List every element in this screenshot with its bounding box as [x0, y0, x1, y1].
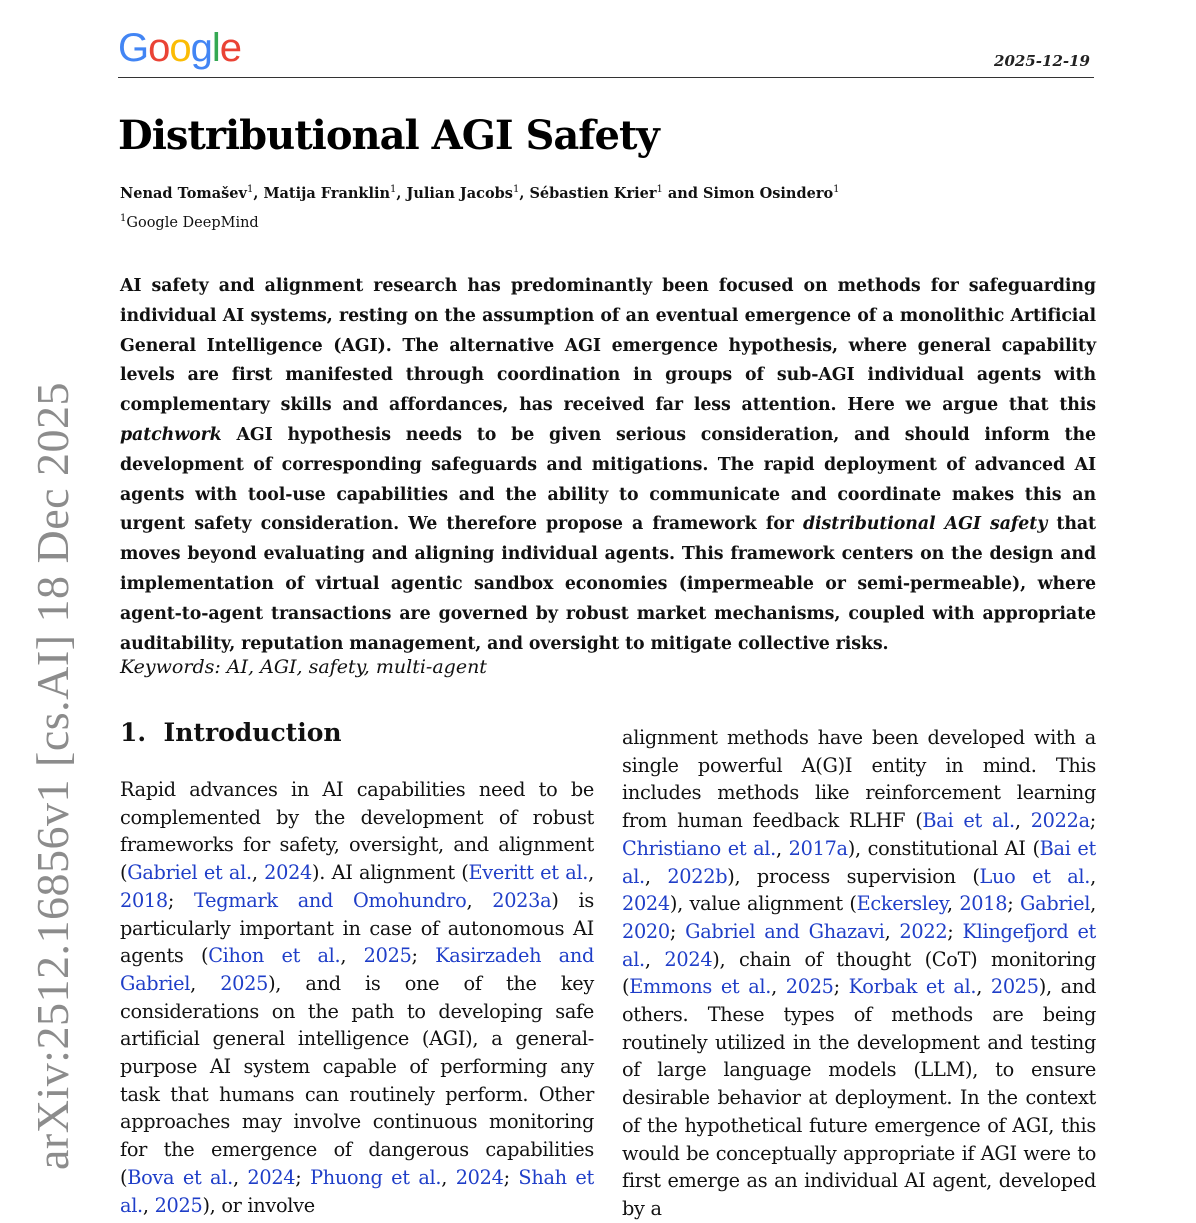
body-text: Rapid advances in AI capabilities need to be complemented by the development of robust frameworks for safety, oversight, and alignment (: [120, 778, 594, 885]
citation-link[interactable]: 2024: [455, 1165, 504, 1189]
body-text: ;: [503, 1165, 519, 1189]
body-text: ), or involve: [202, 1193, 315, 1217]
body-text: ,: [588, 861, 594, 885]
body-text: ), process supervision (: [727, 864, 980, 888]
body-text: alignment methods have been developed with a single powerful A(G)I entity in mind. This includes methods like reinforcement learning from human feedback RLHF (: [622, 726, 1096, 833]
body-text: ,: [1090, 864, 1096, 888]
citation-link[interactable]: Gabriel and Ghazavi: [685, 919, 885, 943]
header-divider: [118, 77, 1094, 78]
citation-link[interactable]: Eckersley: [856, 892, 947, 916]
citation-link[interactable]: 2024: [264, 861, 313, 885]
body-text: ;: [167, 888, 195, 912]
body-text: ,: [976, 975, 991, 999]
body-text: ;: [411, 944, 436, 968]
author-name: Simon Osindero: [703, 184, 834, 202]
author-name: Matija Franklin: [263, 184, 391, 202]
keywords: Keywords: AI, AGI, safety, multi-agent: [120, 656, 487, 678]
citation-link[interactable]: 2023a: [492, 888, 552, 912]
citation-link[interactable]: 2022b: [667, 864, 728, 888]
abstract-emphasis: patchwork: [120, 424, 222, 445]
google-logo: [118, 26, 241, 71]
citation-link[interactable]: 2022: [899, 919, 948, 943]
body-text: ), value alignment (: [669, 892, 857, 916]
citation-link[interactable]: 2022a: [1030, 809, 1090, 833]
body-text: ), and others. These types of methods are being routinely utilized in the development and testing of large language models (LLM), to ensure desirable behavior at deployment. In the context of the hypothetical future emergence of AGI, this would be conceptually appropriate if AGI were to first emerge as an individual AI agent, developed by a: [622, 975, 1096, 1220]
body-text: ), chain of thought (CoT) monitoring (: [622, 947, 1096, 999]
citation-link[interactable]: 2020: [622, 919, 670, 943]
affiliation-name: Google DeepMind: [126, 214, 259, 231]
body-text: ;: [833, 975, 849, 999]
body-text: ,: [142, 1193, 155, 1217]
logo-letter: o: [148, 26, 170, 70]
body-text: ,: [1090, 892, 1096, 916]
author-affiliation-marker: 1: [512, 184, 520, 195]
paper-title: Distributional AGI Safety: [118, 112, 659, 159]
citation-link[interactable]: Christiano et al.: [622, 836, 776, 860]
citation-link[interactable]: Gabriel et al.: [127, 861, 252, 885]
citation-link[interactable]: Cihon et al.: [208, 944, 341, 968]
abstract: [120, 272, 1096, 659]
body-text: ,: [340, 944, 364, 968]
citation-link[interactable]: 2025: [154, 1193, 203, 1217]
body-text: ). AI alignment (: [312, 861, 469, 885]
citation-link[interactable]: Phuong et al.: [310, 1165, 442, 1189]
body-text: ,: [251, 861, 265, 885]
author-name: Sébastien Krier: [529, 184, 657, 202]
abstract-text: AI safety and alignment research has predominantly been focused on methods for safeguarding individual AI systems, resting on the assumption of an eventual emergence of a monolithic Artificial General Intelligence (AGI). The alternative AGI emergence hypothesis, where general capability levels are first manifested through coordination in groups of sub-AGI individual agents with complementary skills and affordances, has received far less attention. Here we argue that this: [120, 276, 1096, 416]
logo-letter: G: [118, 26, 149, 70]
affiliation-marker: 1: [120, 213, 127, 224]
logo-letter: g: [190, 26, 212, 70]
body-text: ;: [1007, 892, 1021, 916]
section-title: Introduction: [163, 718, 342, 747]
citation-link[interactable]: Bova et al.: [127, 1165, 233, 1189]
body-text: ), constitutional AI (: [847, 836, 1040, 860]
body-text: ,: [441, 1165, 456, 1189]
body-text: ,: [1014, 809, 1031, 833]
arxiv-stamp: arXiv:2512.16856v1 [cs.AI] 18 Dec 2025: [27, 381, 78, 1170]
citation-link[interactable]: 2025: [785, 975, 834, 999]
citation-link[interactable]: Luo et al.: [979, 864, 1091, 888]
logo-letter: o: [169, 26, 191, 70]
intro-right-column: [622, 724, 1096, 1223]
body-text: ;: [669, 919, 686, 943]
logo-letter: l: [211, 26, 220, 70]
citation-link[interactable]: 2025: [220, 971, 269, 995]
section-number: 1.: [120, 718, 147, 747]
abstract-text: that moves beyond evaluating and aligning individual agents. This framework centers on the design and implementation of virtual agentic sandbox economies (impermeable or semi-permeable), where agent-to-agent transactions are governed by robust market mechanisms, coupled with appropriate auditability, reputation management, and oversight to mitigate collective risks.: [120, 514, 1096, 654]
body-text: ,: [644, 947, 665, 971]
body-text: ,: [190, 971, 221, 995]
body-text: ,: [771, 975, 786, 999]
citation-link[interactable]: Klingefjord et al.: [622, 919, 1097, 971]
author-affiliation-marker: 1: [656, 184, 663, 195]
citation-link[interactable]: 2024: [622, 892, 670, 916]
citation-link[interactable]: 2024: [247, 1165, 296, 1189]
body-text: ,: [884, 919, 900, 943]
citation-link[interactable]: Gabriel: [1020, 892, 1091, 916]
body-text: ) is particularly important in case of autonomous AI agents (: [120, 888, 594, 968]
logo-letter: e: [219, 26, 242, 70]
citation-link[interactable]: Bai et al.: [622, 836, 1096, 888]
body-text: ), and is one of the key considerations on the path to developing safe artificial general intelligence (AGI), a general-purpose AI system capable of performing any task that humans can routinely perform. Other approaches may involve continuous monitoring for the emergence of dangerous capabilities (: [120, 971, 594, 1189]
body-text: ;: [1089, 809, 1096, 833]
body-text: ,: [776, 836, 789, 860]
body-text: ;: [947, 919, 963, 943]
citation-link[interactable]: Bai et al.: [922, 809, 1015, 833]
author-name: Julian Jacobs: [406, 184, 513, 202]
publication-date: 2025-12-19: [994, 52, 1090, 70]
body-text: ,: [644, 864, 668, 888]
author-affiliation-marker: 1: [246, 184, 254, 195]
body-text: ,: [946, 892, 960, 916]
citation-link[interactable]: 2017a: [788, 836, 848, 860]
citation-link[interactable]: Emmons et al.: [629, 975, 772, 999]
intro-left-column: [120, 776, 594, 1219]
citation-link[interactable]: Shah et al.: [120, 1165, 594, 1217]
citation-link[interactable]: 2025: [990, 975, 1039, 999]
citation-link[interactable]: 2024: [664, 947, 713, 971]
citation-link[interactable]: Tegmark and Omohundro: [194, 888, 467, 912]
citation-link[interactable]: Everitt et al.: [468, 861, 589, 885]
author-list: Nenad Tomašev$^1$, Matija Franklin$^1$, Julian Jacobs$^1$, Sébastien Krier$^1$ and Simon Osindero$^1$: [120, 184, 840, 202]
body-text: ,: [232, 1165, 248, 1189]
citation-link[interactable]: Korbak et al.: [848, 975, 977, 999]
author-affiliation-marker: 1: [833, 184, 840, 195]
abstract-text: AGI hypothesis needs to be given serious consideration, and should inform the development of corresponding safeguards and mitigations. The rapid deployment of advanced AI agents with tool-use capabilities and the ability to communicate and coordinate makes this an urgent safety consideration. We therefore propose a framework for: [120, 424, 1096, 535]
affiliation: [120, 213, 259, 231]
body-text: ,: [466, 888, 493, 912]
section-heading: [120, 718, 342, 747]
citation-link[interactable]: 2025: [363, 944, 412, 968]
author-name: Nenad Tomašev: [120, 184, 247, 202]
body-text: ;: [295, 1165, 311, 1189]
citation-link[interactable]: 2018: [959, 892, 1008, 916]
abstract-emphasis: distributional AGI safety: [802, 514, 1048, 535]
citation-link[interactable]: Kasirzadeh and Gabriel: [120, 944, 594, 995]
author-affiliation-marker: 1: [390, 184, 397, 195]
citation-link[interactable]: 2018: [120, 888, 168, 912]
